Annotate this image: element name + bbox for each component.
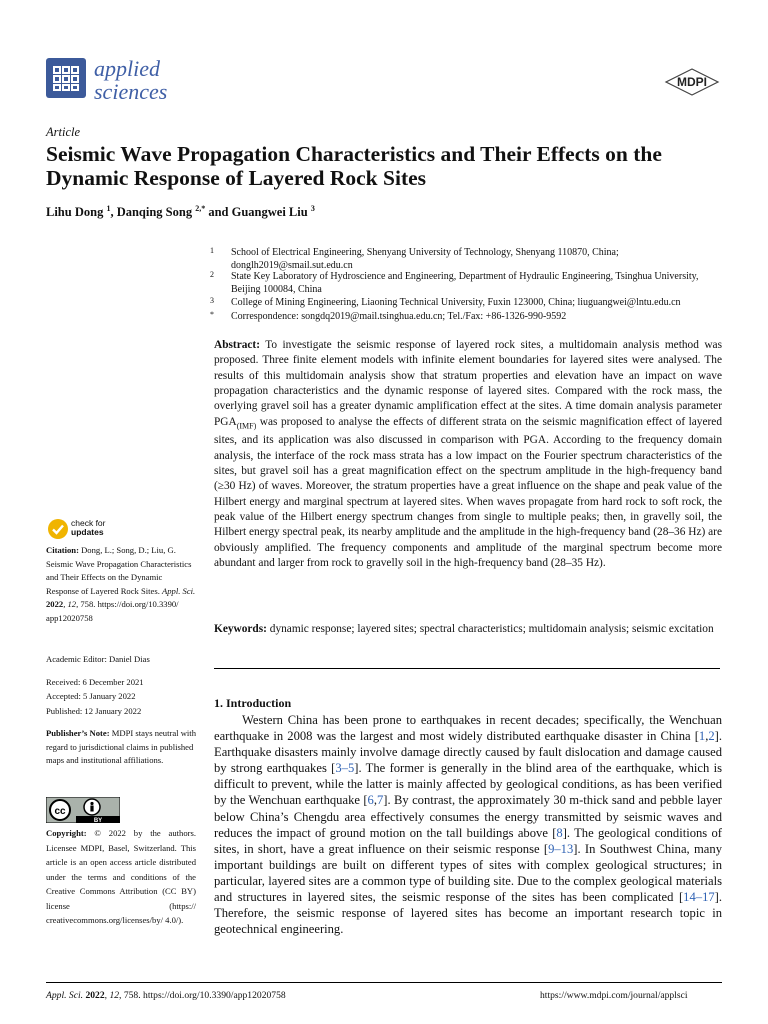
abstract-label: Abstract: — [214, 339, 260, 351]
correspondence-text: Correspondence: songdq2019@mail.tsinghua.edu.cn; Tel./Fax: +86-1326-990-9592 — [231, 311, 567, 322]
author-affil-ref: 2,* — [195, 204, 206, 213]
footer-doi[interactable]: , 758. https://doi.org/10.3390/app12020758 — [119, 990, 286, 1001]
intro-text: ]. The former is generally in the blind area of the earthquake, which is difficult to prevent, while the latter is mainly affected by geological conditions, as has been verified by the Wenchuan earthquake [ — [214, 761, 722, 808]
author-name[interactable]: Guangwei Liu — [231, 205, 308, 220]
citation-link[interactable]: 8 — [556, 825, 563, 840]
citation-link[interactable]: 9–13 — [548, 841, 574, 856]
intro-text: ]. Earthquake disasters mainly involve damage directly caused by fault dislocation and damage caused by strong earthquakes [ — [214, 729, 722, 776]
intro-text: ]. The geological conditions of sites, in short, have a great influence on their seismic response [ — [214, 825, 722, 856]
footer-divider — [46, 982, 722, 983]
citation-journal: Appl. Sci. — [162, 585, 196, 596]
citation-volume: , 12 — [63, 599, 77, 610]
copyright-text: © 2022 by the authors. Licensee MDPI, Basel, Switzerland. This article is an open access article distributed under the terms and conditions of the Creative Commons Attribution (CC BY) license (https:// creativecommons.org/licenses/by/ 4.0/). — [46, 828, 196, 925]
publisher-note-label: Publisher’s Note: — [46, 728, 110, 738]
footer-volume: , 12 — [104, 990, 120, 1001]
keywords-label: Keywords: — [214, 623, 267, 635]
intro-text: ]. Therefore, the seismic response of layered sites has become an important research topic in geotechnical engineering. — [214, 890, 722, 937]
intro-text: ]. In Southwest China, many important buildings are built on different types of sites with complex geological structures; in particular, layered sites are a common type of building site. Due to the complex geological materials and structures in layered sites, the seismic response of the sites has been complicated [ — [214, 841, 722, 905]
section-divider — [214, 668, 720, 669]
affiliation — [210, 246, 730, 272]
citation-year: 2022 — [46, 599, 64, 610]
affiliation-text: State Key Laboratory of Hydroscience and Engineering, Department of Hydraulic Engineering, Tsinghua University, Beijing 100084, China — [231, 271, 699, 295]
abstract-text: To investigate the seismic response of layered rock sites, a multidomain analysis method was proposed. Three finite element models with infinite element boundaries for layered sites were analysed. The results of this multidomain analysis show that stratum properties and elevation have an impact on wave propagation characteristics and the dynamic response of layered sites. Compared with the rock mass, the overlying gravel soil has a greater dynamic amplification effect at the sites. A time domain analysis parameter PGA — [214, 339, 722, 428]
correspondence — [210, 310, 730, 323]
affiliation-text: College of Mining Engineering, Liaoning Technical University, Fuxin 123000, China; liuguangwei@lntu.edu.cn — [231, 297, 681, 308]
abstract — [214, 338, 722, 571]
citation-link[interactable]: 3–5 — [335, 761, 355, 776]
received-date: Received: 6 December 2021 — [46, 677, 144, 687]
citation-link[interactable]: 2 — [708, 729, 715, 744]
citation-doi[interactable]: , 758. https://doi.org/10.3390/ app12020758 — [46, 599, 179, 623]
citation-label: Citation: — [46, 545, 79, 555]
intro-text: , — [373, 793, 377, 808]
footer-journal-url[interactable]: https://www.mdpi.com/journal/applsci — [540, 990, 688, 1001]
footer-citation — [46, 990, 286, 1001]
copyright-notice — [46, 826, 196, 928]
accepted-date: Accepted: 5 January 2022 — [46, 691, 136, 701]
journal-name-line1: applied — [94, 56, 160, 81]
academic-editor: Academic Editor: Daniel Dias — [46, 654, 150, 664]
cc-by-text: BY — [93, 818, 103, 823]
correspondence-mark: * — [210, 310, 214, 319]
abstract-text-cont: was proposed to analyse the effects of different strata on the seismic magnification effect of layered sites, and its application was also discussed in comparison with PGA. According to the frequency domain analysis, the interface of the rock mass strata has a low impact on the Fourier spectrum characteristics of the sites, but gravel soil has a great magnification effect on the spectrum amplitude in the high-frequency band (≥30 Hz) of waves. Moreover, the stratum properties have a great influence on the shape and peak value of the Hilbert energy and marginal spectrum at layered sites. When waves propagate from hard rock to soft rock, the peak value of the Hilbert energy spectrum changes from single to multiple peaks; then, in gravelly soil, the Hilbert energy spectral peak, its nearby amplitude and the amplitude in the high-frequency band (28–36 Hz) are obviously amplified. The frequency components and amplitude of the marginal spectrum become more abundant and larger from rock to gravelly soil in the high-frequency band (28–35 Hz). — [214, 415, 722, 570]
citation-link[interactable]: 6 — [367, 793, 374, 808]
publisher-note — [46, 727, 196, 768]
author-name[interactable]: Danqing Song — [116, 205, 193, 220]
author-affil-ref: 1 — [106, 204, 111, 213]
citation-link[interactable]: 1 — [698, 729, 706, 744]
keywords — [214, 622, 722, 638]
mdpi-logo-text: MDPI — [677, 75, 707, 89]
introduction-paragraph — [214, 712, 722, 937]
journal-logo — [46, 58, 86, 98]
affiliation — [210, 270, 730, 296]
citation-block — [46, 544, 196, 626]
journal-name-line2: sciences — [94, 79, 168, 104]
citation-link[interactable]: 14–17 — [683, 890, 715, 905]
cc-by-icon — [46, 797, 120, 823]
article-type: Article — [46, 125, 81, 139]
article-title: Seismic Wave Propagation Characteristics and Their Effects on the Dynamic Response of Layered Rock Sites — [46, 142, 662, 190]
affiliation — [210, 296, 730, 309]
mdpi-logo[interactable] — [664, 68, 720, 101]
cc-text: cc — [54, 806, 66, 817]
author-affil-ref: 3 — [310, 204, 315, 213]
intro-text: ]. By contrast, the approximately 30 m-thick sand and pebble layer below China’s Chengdu area effectively consumes the energy transmitted by seismic waves and reduces the impact of ground motion on the tall buildings above [ — [214, 793, 722, 840]
footer-year: 2022 — [83, 990, 105, 1001]
citation-link[interactable]: 7 — [376, 793, 384, 808]
keywords-text: dynamic response; layered sites; spectral characteristics; multidomain analysis; seismic excitation — [266, 623, 714, 635]
footer-journal: Appl. Sci. — [46, 990, 84, 1001]
journal-logo-icon — [52, 64, 80, 92]
published-date: Published: 12 January 2022 — [46, 706, 142, 716]
abstract-subscript: (IMF) — [236, 420, 257, 430]
author-name[interactable]: Lihu Dong — [46, 205, 104, 220]
journal-name[interactable] — [94, 57, 167, 103]
copyright-label: Copyright: — [46, 828, 87, 838]
affiliation-number: 2 — [210, 270, 214, 279]
section-heading: 1. Introduction — [214, 696, 292, 710]
citation-text: Dong, L.; Song, D.; Liu, G. Seismic Wave Propagation Characteristics and Their Effects on the Dynamic Response of Layered Rock Sites. — [46, 545, 192, 596]
affiliation-number: 1 — [210, 246, 214, 255]
check-updates-line2: updates — [71, 527, 104, 537]
affiliation-text: School of Electrical Engineering, Shenyang University of Technology, Shenyang 110870, China; donglh2019@smail.sut.edu.cn — [231, 247, 619, 271]
intro-text: Western China has been prone to earthquakes in recent decades; specifically, the Wenchuan earthquake in 2008 was the largest and most widely distributed earthquake disaster in China [ — [214, 713, 722, 744]
author-list — [46, 204, 315, 220]
intro-text: , — [705, 729, 709, 744]
mdpi-logo-icon — [664, 68, 720, 96]
author-separator: , — [110, 205, 117, 220]
publisher-note-text: MDPI stays neutral with regard to jurisdictional claims in published maps and institutional affiliations. — [46, 728, 196, 766]
check-updates-icon — [46, 517, 70, 541]
check-updates-line1: check for — [71, 518, 106, 528]
cc-by-license-badge[interactable] — [46, 797, 120, 828]
affiliation-number: 3 — [210, 296, 214, 305]
author-separator: and — [205, 205, 232, 220]
